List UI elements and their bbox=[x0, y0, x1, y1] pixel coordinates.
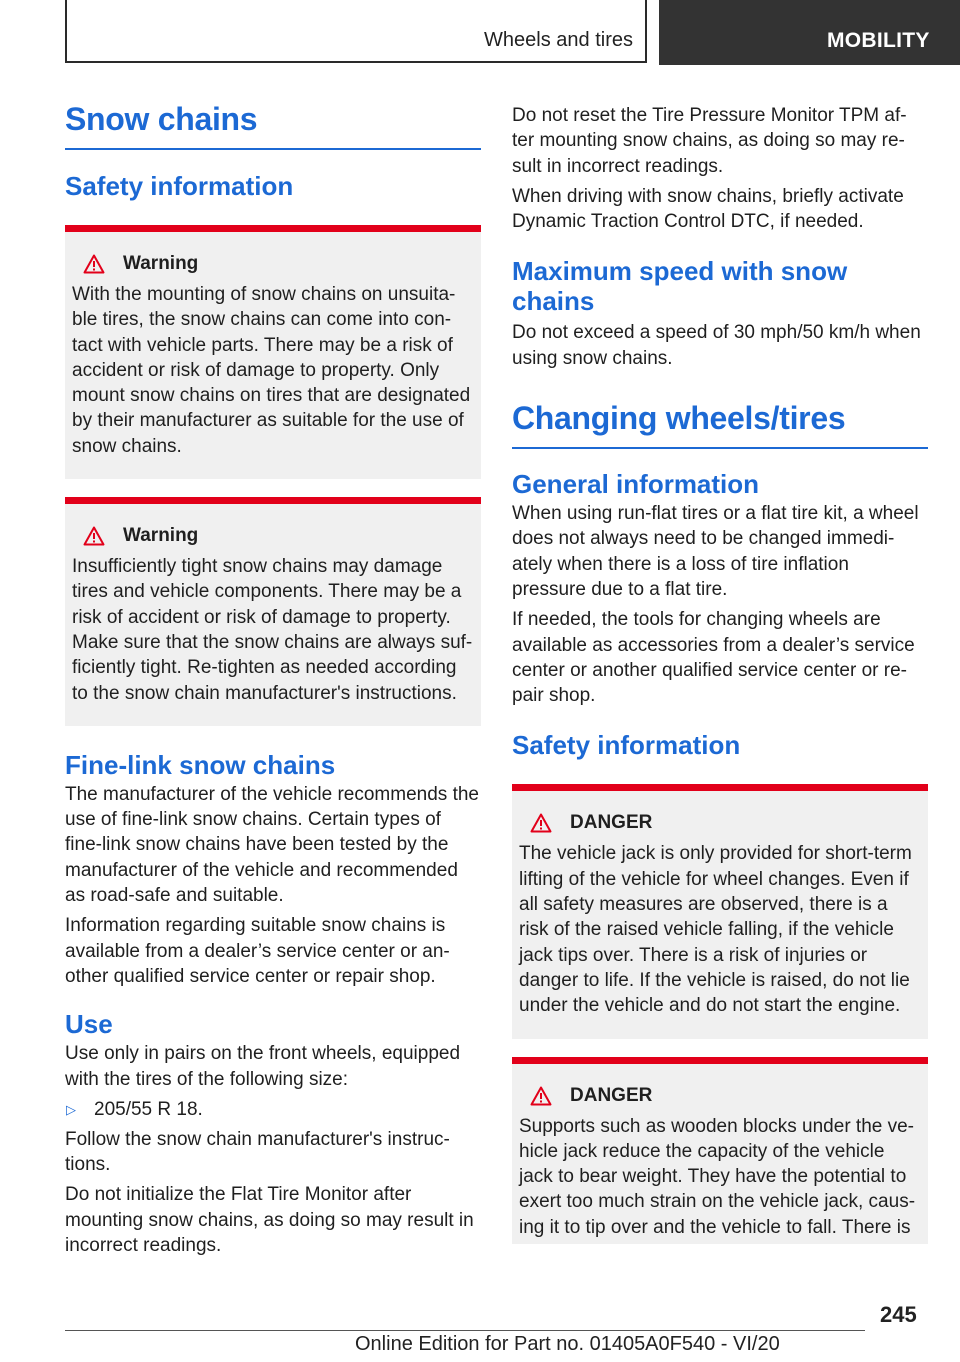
footer-rule bbox=[65, 1330, 865, 1331]
left-column bbox=[65, 98, 481, 1258]
fine-link-paragraph-1: The manufacturer of the vehicle recommends the use of fine-link snow chains. Certain types of fine-link snow chains have been tested by the manufacturer of the vehicle and recommended as road-safe and suitable. bbox=[65, 783, 479, 907]
danger-box-2 bbox=[512, 1057, 928, 1244]
danger-label: DANGER bbox=[570, 812, 653, 834]
use-paragraph-1: Use only in pairs on the front wheels, equipped with the tires of the following size: bbox=[65, 1043, 461, 1090]
warning-text: With the mounting of snow chains on unsuita-ble tires, the snow chains can come into con-tact with vehicle parts. There may be a risk of accident or risk of damage to property. Only mount snow chains on tires that are designated by their manufacturer as suitable for the use of snow chains. bbox=[72, 284, 471, 457]
danger-text: Supports such as wooden blocks under the ve-hicle jack reduce the capacity of the vehicle jack to bear weight. They have the potential to exert too much strain on the vehicle jack, caus-ing it to tip over and the vehicle to fall. There is bbox=[519, 1115, 916, 1238]
header-chapter-label: MOBILITY bbox=[827, 29, 930, 52]
warning-label: Warning bbox=[123, 253, 199, 274]
danger-box-1-title bbox=[519, 811, 921, 835]
warning-label: Warning bbox=[123, 525, 199, 547]
footer-edition-text: Online Edition for Part no. 01405A0F540 - VI/20 bbox=[355, 1333, 780, 1355]
tire-size-list-item bbox=[65, 1097, 481, 1122]
use-paragraph-3: Do not initialize the Flat Tire Monitor after mounting snow chains, as doing so may result in incorrect readings. bbox=[65, 1184, 474, 1257]
warning-triangle-icon bbox=[530, 1086, 552, 1106]
dtc-paragraph: When driving with snow chains, briefly activate Dynamic Traction Control DTC, if needed. bbox=[512, 185, 904, 233]
warning-text: Insufficiently tight snow chains may damage tires and vehicle components. There may be a risk of accident or risk of damage to property. Make sure that the snow chains are always suf-ficiently tight. Re-tighten as needed according to the snow chain manufacturer's instructions. bbox=[72, 556, 473, 704]
page-number: 245 bbox=[880, 1302, 917, 1327]
danger-box-2-title bbox=[519, 1084, 921, 1108]
warning-box-1 bbox=[65, 225, 481, 479]
danger-text: The vehicle jack is only provided for short-term lifting of the vehicle for wheel changes. Even if all safety measures are observed, there is a risk of the raised vehicle falling, if the vehicle jack tips over. There is a risk of injuries or danger to life. If the vehicle is raised, do not lie under the vehicle and do not start the engine. bbox=[519, 843, 912, 1017]
fine-link-heading: Fine-link snow chains bbox=[65, 749, 336, 780]
snow-chains-title: Snow chains bbox=[65, 98, 481, 150]
warning-triangle-icon bbox=[83, 526, 105, 546]
header-section-title: Wheels and tires bbox=[484, 29, 633, 51]
general-information-heading: General information bbox=[512, 469, 760, 500]
general-paragraph-2: If needed, the tools for changing wheels are available as accessories from a dealer’s service center or another qualified service center or re-pair shop. bbox=[512, 609, 915, 707]
warning-box-1-title bbox=[72, 252, 474, 276]
tire-size-text: 205/55 R 18. bbox=[94, 1098, 203, 1120]
general-paragraph-1: When using run-flat tires or a flat tire kit, a wheel does not always need to be changed immedi-ately when there is a loss of tire inflation pressure due to a flat tire. bbox=[512, 503, 919, 600]
danger-label: DANGER bbox=[570, 1084, 653, 1106]
changing-wheels-title: Changing wheels/tires bbox=[512, 397, 928, 449]
header-chapter-tab bbox=[659, 0, 960, 65]
use-heading: Use bbox=[65, 1009, 113, 1040]
warning-box-2 bbox=[65, 497, 481, 726]
warning-triangle-icon bbox=[83, 254, 105, 274]
right-column bbox=[512, 103, 928, 1244]
warning-triangle-icon bbox=[530, 813, 552, 833]
safety-information-heading: Safety information bbox=[65, 171, 294, 201]
max-speed-paragraph: Do not exceed a speed of 30 mph/50 km/h when using snow chains. bbox=[512, 322, 921, 369]
fine-link-paragraph-2: Information regarding suitable snow chains is available from a dealer’s service center or an-other qualified service center or repair shop. bbox=[65, 915, 450, 987]
use-paragraph-2: Follow the snow chain manufacturer's instruc-tions. bbox=[65, 1128, 450, 1176]
tpm-paragraph: Do not reset the Tire Pressure Monitor TPM af-ter mounting snow chains, as doing so may re-sult in incorrect readings. bbox=[512, 105, 907, 177]
triangle-bullet-icon: ▷ bbox=[66, 1101, 76, 1117]
danger-box-1 bbox=[512, 784, 928, 1038]
warning-box-2-title bbox=[72, 524, 474, 548]
max-speed-heading: Maximum speed with snow chains bbox=[512, 256, 848, 317]
header-frame bbox=[65, 0, 647, 63]
safety-information-heading-2: Safety information bbox=[512, 730, 741, 761]
